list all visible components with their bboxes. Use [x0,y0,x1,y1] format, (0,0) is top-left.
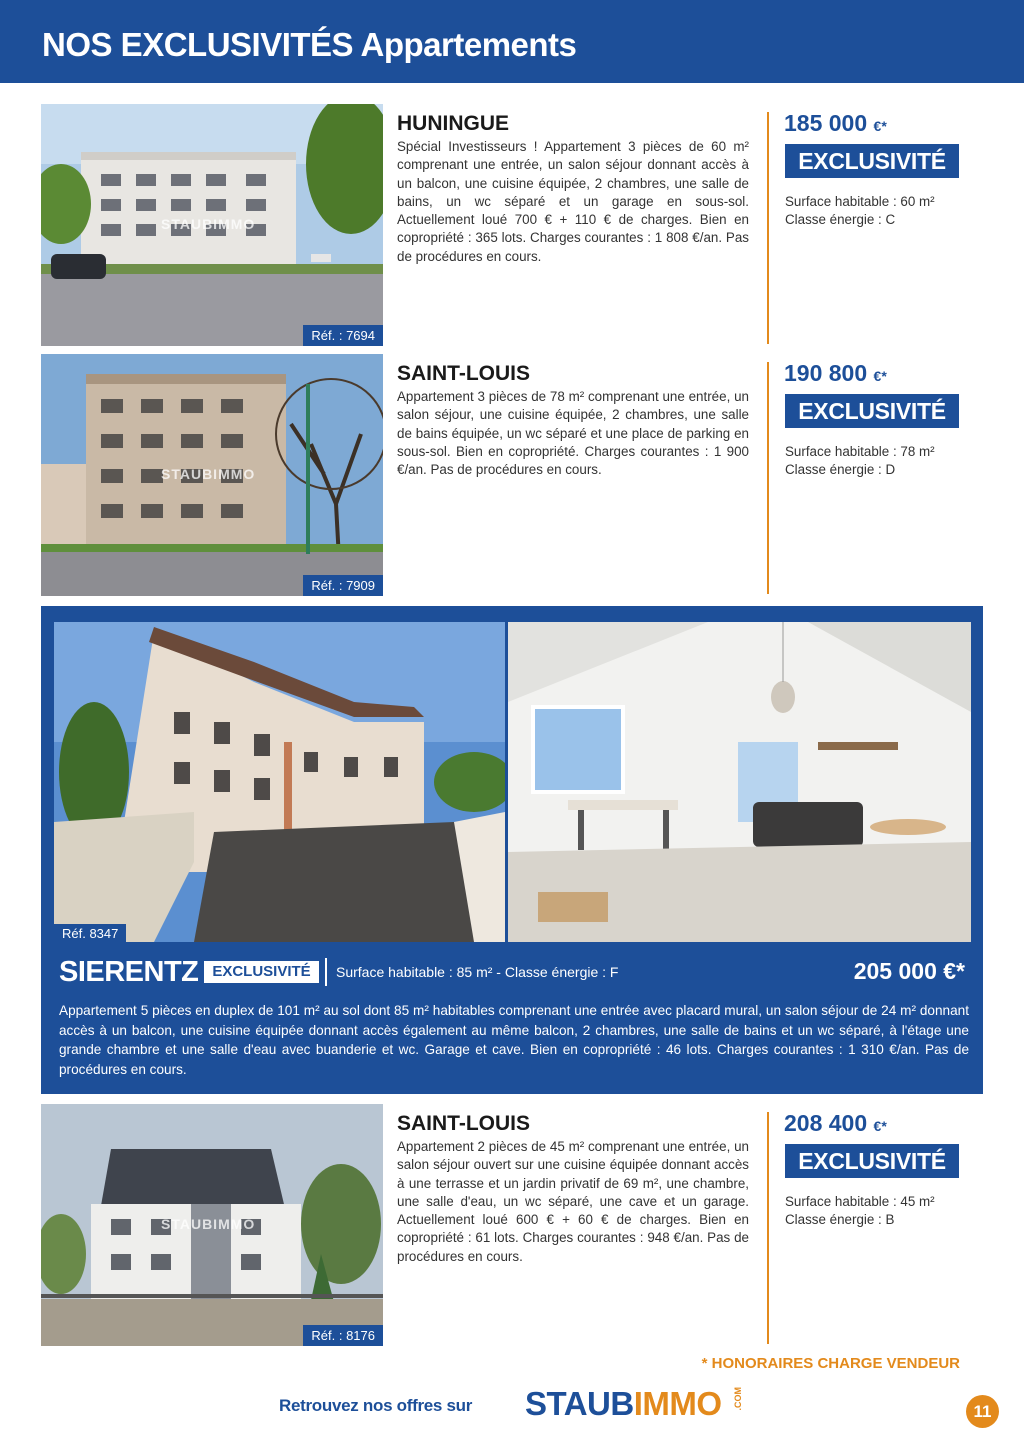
page-title: NOS EXCLUSIVITÉS Appartements [42,26,577,63]
listing-description: Appartement 2 pièces de 45 m² comprenant une entrée, un salon séjour ouvert sur une cuisine équipée donnant accès à une terrasse et un jardin privatif de 69 m², une chambre, une salle d'eau, un wc séparé, une cave et un garage. Actuellement loué 600 € + 60 € de charges. Bien en copropriété : 61 lots. Charges courantes : 948 €/an. Pas de procédures en cours. [397,1139,749,1264]
listing-energy-class: Classe énergie : B [785,1212,895,1227]
property-photo[interactable] [41,1104,383,1346]
featured-exterior-photo[interactable] [54,622,505,942]
ref-badge: Réf. : 7909 [303,575,383,596]
featured-city: SIERENTZ [59,956,199,988]
ref-badge: Réf. 8347 [54,924,126,943]
listing-card[interactable] [0,104,1024,346]
footer-cta: Retrouvez nos offres sur [279,1396,473,1415]
listing-surface: Surface habitable : 78 m² [785,444,935,459]
fees-note: * HONORAIRES CHARGE VENDEUR [701,1355,960,1372]
listing-city: SAINT-LOUIS [397,1112,531,1135]
listing-price: 208 400 €* [784,1110,887,1136]
watermark: STAUBIMMO [161,466,256,482]
exclusivite-badge: EXCLUSIVITÉ [785,144,959,178]
ref-badge: Réf. : 7694 [303,325,383,346]
listing-energy-class: Classe énergie : D [785,462,896,477]
exclusivite-badge: EXCLUSIVITÉ [204,961,319,983]
page-number: 11 [966,1395,999,1428]
watermark: STAUBIMMO [161,216,256,232]
listing-energy-class: Classe énergie : C [785,212,896,227]
listing-description: Spécial Investisseurs ! Appartement 3 pièces de 60 m² comprenant une entrée, un salon séjour donnant accès à un balcon, une cuisine équipée, 2 chambres, une salle de bains, un wc séparé et un garage en sous-sol. Actuellement loué 700 € + 110 € de charges. Bien en copropriété : 365 lots. Charges courantes : 1 808 €/an. Pas de procédures en cours. [397,139,749,264]
watermark: STAUBIMMO [161,1216,256,1232]
property-photo[interactable] [41,354,383,596]
logo-immo: IMMO [633,1385,722,1422]
listing-price: 190 800 €* [784,360,887,386]
featured-description: Appartement 5 pièces en duplex de 101 m² au sol dont 85 m² habitables comprenant une entrée avec placard mural, un salon séjour de 24 m² donnant accès à un balcon, une cuisine équipée donnant accès également au même balcon, 2 chambres, une salle de bains et un wc séparé, à l'étage une grande chambre et une salle d'eau avec buanderie et wc. Garage et cave. Bien en copropriété : 46 lots. Charges courantes : 1 310 €/an. Pas de procédures en cours. [59,1003,969,1077]
featured-price: 205 000 €* [853,958,965,984]
listing-card[interactable] [0,1104,1024,1346]
exclusivite-badge: EXCLUSIVITÉ [785,1144,959,1178]
divider [767,1112,769,1344]
listing-city: HUNINGUE [397,112,510,135]
featured-listing[interactable] [41,606,983,1094]
divider [325,958,327,986]
property-photo[interactable] [41,104,383,346]
listing-city: SAINT-LOUIS [397,362,531,385]
listing-card[interactable] [0,354,1024,596]
listing-price: 185 000 €* [784,110,887,136]
interior-photo-illustration [508,622,971,942]
logo-dotcom: .COM [733,1387,743,1411]
exterior-photo-illustration [54,622,505,942]
listing-surface: Surface habitable : 60 m² [785,194,935,209]
divider [767,362,769,594]
logo-staub: STAUB [525,1385,634,1422]
listing-surface: Surface habitable : 45 m² [785,1194,935,1209]
divider [767,112,769,344]
ref-badge: Réf. : 8176 [303,1325,383,1346]
exclusivite-badge: EXCLUSIVITÉ [785,394,959,428]
featured-interior-photo[interactable] [508,622,971,942]
listing-description: Appartement 3 pièces de 78 m² comprenant une entrée, un salon séjour, une cuisine équipée, 2 chambres, une salle de bains équipée, un wc séparé et une place de parking en sous-sol. Bien en copropriété. Charges courantes : 1 900 €/an. Pas de procédures en cours. [397,389,749,478]
page-header [0,0,1024,83]
staubimmo-logo[interactable] [525,1385,750,1425]
featured-specs: Surface habitable : 85 m² - Classe énergie : F [336,964,619,980]
